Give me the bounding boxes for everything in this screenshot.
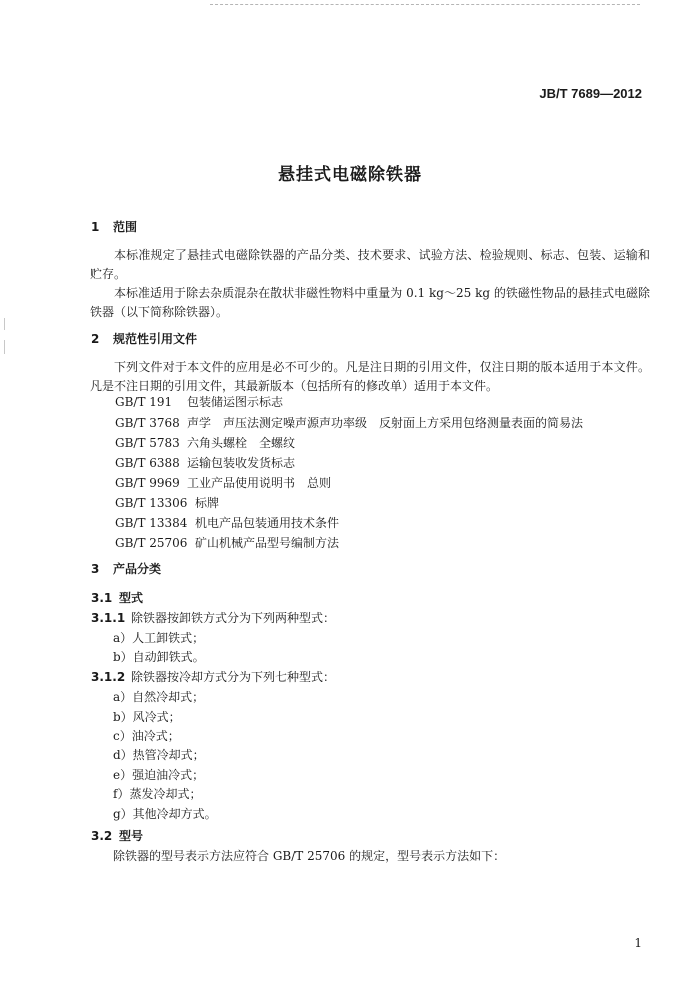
- list-item: b）风冷式；: [113, 710, 181, 724]
- section-number: 2: [91, 332, 100, 346]
- scan-artifact: [4, 340, 5, 354]
- reference-item: [115, 393, 283, 411]
- paragraph: 本标准适用于除去杂质混杂在散状非磁性物料中重量为 0.1 kg～25 kg 的铁磁性物品的悬挂式电磁除铁器（以下简称除铁器）。: [90, 286, 650, 319]
- reference-title: 声学 声压法测定噪声源声功率级 反射面上方采用包络测量表面的简易法: [187, 416, 584, 430]
- list-item: f）蒸发冷却式；: [113, 787, 202, 801]
- list-item: e）强迫油冷式；: [113, 768, 205, 782]
- clause-text: 除铁器按卸铁方式分为下列两种型式：: [131, 611, 336, 625]
- reference-item: [115, 434, 295, 452]
- section-title: 产品分类: [113, 562, 162, 576]
- list-item: b）自动卸铁式。: [113, 650, 205, 664]
- header-rule: [210, 4, 640, 5]
- clause-3-1-2: [91, 668, 335, 686]
- section-title: 范围: [113, 220, 138, 234]
- paragraph: 下列文件对于本文件的应用是必不可少的。凡是注日期的引用文件，仅注日期的版本适用于本文件。凡是不注日期的引用文件，其最新版本（包括所有的修改单）适用于本文件。: [90, 360, 650, 393]
- list-item: a）人工卸铁式；: [113, 631, 205, 645]
- reference-title: 运输包装收发货标志: [187, 456, 296, 470]
- section-2-heading: [91, 330, 197, 348]
- reference-code: GB/T 13384: [115, 516, 188, 530]
- reference-title: 包装储运图示标志: [187, 395, 284, 409]
- list-item: a）自然冷却式；: [113, 690, 205, 704]
- paragraph: 本标准规定了悬挂式电磁除铁器的产品分类、技术要求、试验方法、检验规则、标志、包装、运输和贮存。: [90, 248, 650, 281]
- reference-code: GB/T 3768: [115, 416, 180, 430]
- reference-item: [115, 414, 583, 432]
- scan-artifact: [4, 318, 5, 330]
- subsection-number: 3.2: [91, 829, 113, 843]
- section-1-heading: [91, 218, 137, 236]
- document-title: 悬挂式电磁除铁器: [278, 165, 422, 185]
- list-item: c）油冷式；: [113, 729, 180, 743]
- subsection-3-1-heading: [91, 589, 143, 607]
- reference-item: [115, 454, 295, 472]
- clause-number: 3.1.1: [91, 611, 126, 625]
- clause-number: 3.1.2: [91, 670, 126, 684]
- reference-code: GB/T 9969: [115, 476, 180, 490]
- paragraph: 除铁器的型号表示方法应符合 GB/T 25706 的规定，型号表示方法如下：: [113, 849, 506, 863]
- standard-number: JB/T 7689—2012: [539, 86, 642, 101]
- section-3-heading: [91, 560, 161, 578]
- section-title: 规范性引用文件: [113, 332, 198, 346]
- subsection-number: 3.1: [91, 591, 113, 605]
- section-number: 1: [91, 220, 100, 234]
- reference-code: GB/T 5783: [115, 436, 180, 450]
- clause-text: 除铁器按冷却方式分为下列七种型式：: [131, 670, 336, 684]
- clause-3-1-1: [91, 609, 335, 627]
- reference-title: 机电产品包装通用技术条件: [195, 516, 340, 530]
- reference-item: [115, 474, 331, 492]
- reference-code: GB/T 191: [115, 395, 173, 409]
- list-item: g）其他冷却方式。: [113, 807, 217, 821]
- subsection-title: 型号: [119, 829, 144, 843]
- list-item: d）热管冷却式；: [113, 748, 205, 762]
- reference-title: 工业产品使用说明书 总则: [187, 476, 332, 490]
- subsection-3-2-heading: [91, 827, 143, 845]
- reference-code: GB/T 13306: [115, 496, 188, 510]
- reference-item: [115, 494, 219, 512]
- reference-title: 六角头螺栓 全螺纹: [187, 436, 296, 450]
- subsection-title: 型式: [119, 591, 144, 605]
- reference-code: GB/T 25706: [115, 536, 188, 550]
- reference-title: 标牌: [195, 496, 220, 510]
- reference-item: [115, 534, 339, 552]
- reference-code: GB/T 6388: [115, 456, 180, 470]
- reference-title: 矿山机械产品型号编制方法: [195, 536, 340, 550]
- page-number: 1: [634, 936, 642, 950]
- section-number: 3: [91, 562, 100, 576]
- reference-item: [115, 514, 339, 532]
